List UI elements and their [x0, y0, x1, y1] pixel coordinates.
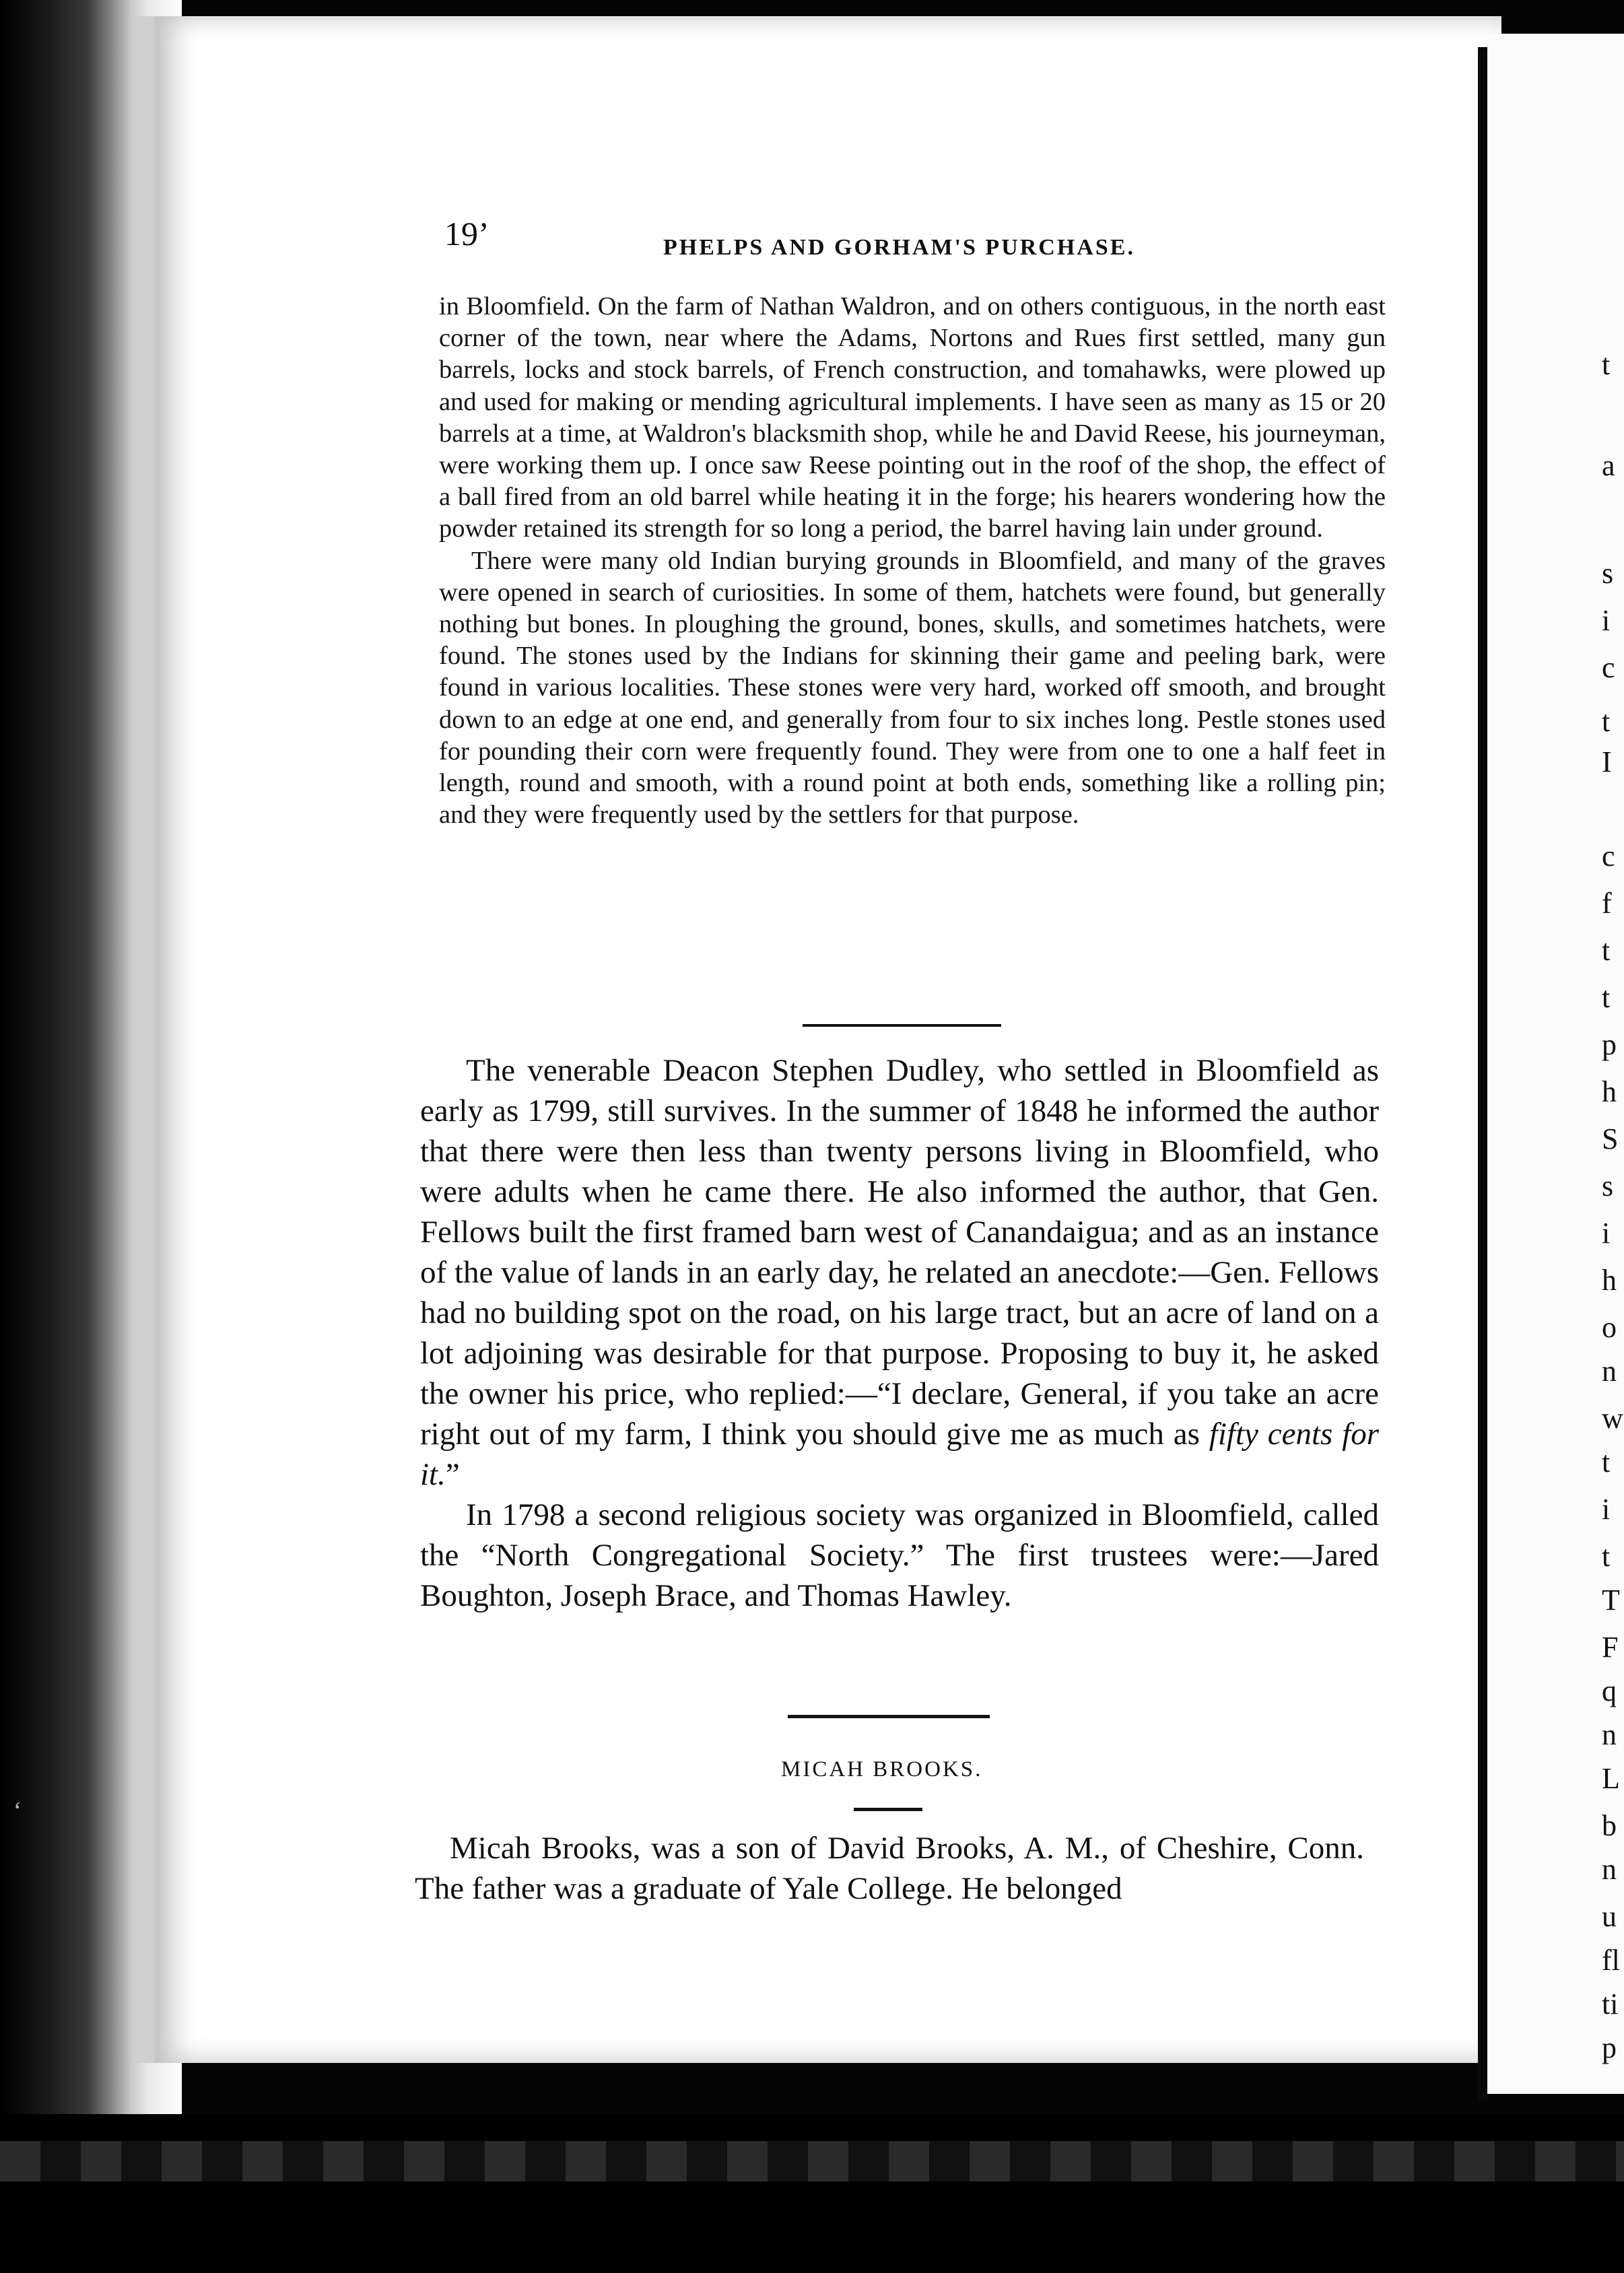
facing-page-letter: n: [1602, 1355, 1617, 1388]
facing-page-letter: b: [1602, 1809, 1617, 1842]
facing-page-letter: fl: [1602, 1944, 1620, 1977]
section-divider-rule: [803, 1024, 1001, 1027]
facing-page-letter: t: [1602, 1446, 1611, 1479]
facing-page-letter: h: [1602, 1075, 1617, 1108]
facing-page-letter: p: [1602, 2031, 1617, 2064]
facing-page-letter: p: [1602, 1028, 1617, 1061]
page-number: 19’: [444, 215, 489, 252]
section-divider-double-rule: [788, 1715, 990, 1718]
paragraph-burying-grounds: There were many old Indian burying grounds in Bloomfield, and many of the graves were opened in search of curiosities. In some of them, hatchets were found, but generally nothing but bones. In ploughing the ground, bones, skulls, and sometimes hatchets, were found. The stones used by the Indians for skinning their game and peeling bark, were found in various localities. These stones were very hard, worked off smooth, and brought down to an edge at one end, and generally from four to six inches long. Pestle stones used for pounding their corn were frequently found. They were from one to one a half feet in length, round and smooth, with a round point at both ends, something like a rolling pin; and they were frequently used by the settlers for that purpose.: [439, 546, 1386, 829]
facing-page-letter: S: [1602, 1122, 1619, 1155]
margin-mark: ‘: [13, 1797, 22, 1824]
facing-page-letter: n: [1602, 1718, 1617, 1751]
facing-page-letter: T: [1602, 1584, 1620, 1617]
paragraph-dudley-italic: fifty cents for it.: [420, 1417, 1380, 1492]
facing-page-letter: i: [1602, 604, 1611, 637]
facing-page-letter: I: [1602, 745, 1612, 778]
paragraph-waldron: in Bloomfield. On the farm of Nathan Waldron, and on others contiguous, in the north east corner of the town, near where the Adams, Nortons and Rues first settled, many gun barrels, locks and stock barrels, of French construction, and tomahawks, were plowed up and used for making or mending agricultural implements. I have seen as many as 15 or 20 barrels at a time, at Waldron's blacksmith shop, while he and David Reese, his journeyman, were working them up. I once saw Reese pointing out in the roof of the shop, the effect of a ball fired from an old barrel while heating it in the forge; his hearers wondering how the powder retained its strength for so long a period, the barrel having lain under ground.: [439, 292, 1386, 543]
section-title-underline: [854, 1808, 922, 1811]
paragraph-dudley: [420, 1050, 1379, 1495]
facing-page-letter: o: [1602, 1311, 1617, 1344]
facing-page-edge: [1487, 34, 1624, 2094]
paragraph-dudley-text: The venerable Deacon Stephen Dudley, who settled in Bloomfield as early as 1799, still survives. In the summer of 1848 he informed the author that there were then less than twenty persons living in Bloomfield, who were adults when he came there. He also informed the author, that Gen. Fellows built the first framed barn west of Canandaigua; and as an instance of the value of lands in an early day, he related an anecdote:—Gen. Fellows had no building spot on the road, on his large tract, but an acre of land on a lot adjoining was desirable for that purpose. Proposing to buy it, he asked the owner his price, who replied:—“I declare, General, if you take an acre right out of my farm, I think you should give me as much as: [420, 1053, 1379, 1452]
facing-page-letter: ti: [1602, 1988, 1619, 2021]
facing-page-letter: i: [1602, 1493, 1611, 1526]
facing-page-letter: i: [1602, 1217, 1611, 1250]
scan-bottom-border: [0, 2114, 1624, 2273]
main-text-block: [420, 1050, 1379, 1616]
facing-page-letter: t: [1602, 934, 1611, 967]
facing-page-letter: s: [1602, 1169, 1614, 1202]
running-head: PHELPS AND GORHAM'S PURCHASE.: [663, 235, 1135, 260]
facing-page-letter: a: [1602, 449, 1615, 482]
facing-page-letter: f: [1602, 887, 1612, 920]
small-print-block: [439, 291, 1386, 831]
facing-page-letter: s: [1602, 557, 1614, 590]
section-title: MICAH BROOKS.: [781, 1757, 983, 1782]
facing-page-letter: c: [1602, 651, 1615, 684]
facing-page-letter: t: [1602, 705, 1611, 738]
facing-page-letter: L: [1602, 1762, 1620, 1795]
facing-page-letter: F: [1602, 1631, 1619, 1664]
paragraph-micah-brooks: Micah Brooks, was a son of David Brooks, A. M., of Cheshire, Conn. The father was a graduate of Yale College. He belonged: [415, 1831, 1364, 1906]
facing-page-letter: t: [1602, 1540, 1611, 1573]
facing-page-letter: c: [1602, 840, 1615, 873]
facing-page-letter: n: [1602, 1853, 1617, 1886]
facing-page-letter: t: [1602, 348, 1611, 381]
paragraph-dudley-close: ”: [445, 1457, 460, 1492]
facing-page-letter: h: [1602, 1264, 1617, 1297]
book-spine-shadow: [1478, 47, 1487, 2101]
paragraph-north-congregational: In 1798 a second religious society was organized in Bloomfield, called the “North Congregational Society.” The first trustees were:—Jared Boughton, Joseph Brace, and Thomas Hawley.: [420, 1497, 1379, 1613]
facing-page-letter: t: [1602, 981, 1611, 1014]
facing-page-letter: q: [1602, 1674, 1617, 1707]
facing-page-letter: w: [1602, 1402, 1623, 1435]
biography-block: [415, 1828, 1364, 1909]
facing-page-letter: u: [1602, 1900, 1617, 1933]
